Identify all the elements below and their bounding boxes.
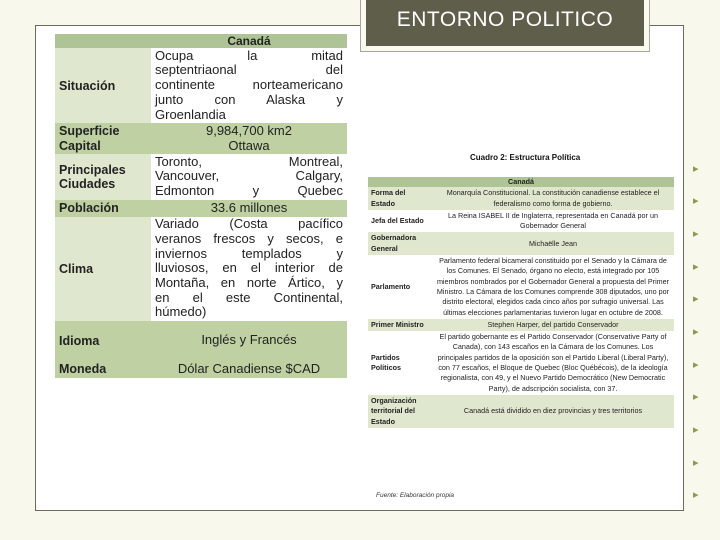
- row-label: Situación: [55, 48, 151, 123]
- table-row: [368, 395, 674, 428]
- row-value: Parlamento federal bicameral constituido por el Senado y la Cámara de los Comunes. El Senado, órgano no electo, está integrado por 105 miembros nombrados por el Gobernador General a propuesta del Primer Ministro. La Cámara de los Comunes comprende 308 diputados, uno por distrito electoral, elegidos cada cinco años por sufragio universal. Las últimas elecciones parlamentarias tuvieron lugar en octubre de 2008.: [432, 255, 674, 319]
- table-row: [55, 154, 347, 200]
- table-row: [55, 48, 347, 123]
- triangle-right-icon: ▸: [693, 326, 699, 338]
- table-header-row: [55, 34, 347, 48]
- triangle-right-icon: ▸: [693, 293, 699, 305]
- table-header-row: [368, 177, 674, 187]
- row-label: Capital: [55, 139, 151, 154]
- triangle-right-icon: ▸: [693, 457, 699, 469]
- triangle-right-icon: ▸: [693, 163, 699, 175]
- table-row: [55, 123, 347, 139]
- value-line: Groenlandia: [155, 106, 226, 122]
- table-row: [55, 139, 347, 154]
- row-value: Inglés y Francés: [151, 321, 347, 361]
- table-row: [55, 361, 347, 378]
- row-label: Partidos Políticos: [368, 331, 432, 395]
- row-label: Superficie: [55, 123, 151, 139]
- row-value: Stephen Harper, del partido Conservador: [432, 319, 674, 331]
- row-value: Monarquía Constitucional. La constitución canadiense establece el federalismo como forma de gobierno.: [432, 187, 674, 210]
- source-note: Fuente: Elaboración propia: [376, 492, 455, 499]
- value-line: veranos frescos y secos, e: [155, 230, 343, 246]
- title-box: [360, 0, 650, 52]
- triangle-right-icon: ▸: [693, 424, 699, 436]
- triangle-right-icon: ▸: [693, 261, 699, 273]
- canada-info-table: [55, 34, 347, 378]
- row-label: Organización territorial del Estado: [368, 395, 432, 428]
- row-label: Jefa del Estado: [368, 210, 432, 233]
- slide-title: ENTORNO POLITICO: [366, 0, 644, 46]
- value-line: septentriaonal del: [155, 62, 343, 78]
- triangle-right-icon: ▸: [693, 195, 699, 207]
- row-value: Michaëlle Jean: [432, 232, 674, 255]
- table-row: [368, 331, 674, 395]
- row-label: Clima: [55, 217, 151, 321]
- table-row: [368, 187, 674, 210]
- row-value: El partido gobernante es el Partido Conservador (Conservative Party of Canada), con 143 escaños en la Cámara de los Comunes. Los principales partidos de la oposición son el Partido Liberal (Liberal Party), con 77 escaños, el Bloque de Quebec (Bloc Québécois), de la ideología regionalista, con 49, y el Nuevo Partido Democrático (New Democratic Party), de adscripción socialista, con 37.: [432, 331, 674, 395]
- triangle-right-icon: ▸: [693, 489, 699, 501]
- table-row: [55, 217, 347, 321]
- table-row: [368, 210, 674, 233]
- row-label: Primer Ministro: [368, 319, 432, 331]
- triangle-right-icon: ▸: [693, 228, 699, 240]
- table-row: [368, 255, 674, 319]
- row-label: Forma del Estado: [368, 187, 432, 210]
- row-value: La Reina ISABEL II de Inglaterra, representada en Canadá por un Gobernador General: [432, 210, 674, 233]
- value-line: continente norteamericano: [155, 77, 343, 93]
- value-line: húmedo): [155, 304, 207, 320]
- table-row: [368, 319, 674, 331]
- value-line: Variado (Costa pacífico: [155, 216, 343, 232]
- doc-title: Cuadro 2: Estructura Política: [470, 153, 581, 162]
- row-value: 9,984,700 km2: [151, 123, 347, 139]
- value-line: junto con Alaska y: [155, 91, 343, 107]
- row-label: Moneda: [55, 361, 151, 378]
- political-structure-doc: [366, 150, 675, 501]
- value-line: Montaña, en norte Ártico, y: [155, 275, 343, 291]
- row-label: Gobernadora General: [368, 232, 432, 255]
- row-label: Principales Ciudades: [55, 154, 151, 200]
- row-value: Ottawa: [151, 139, 347, 154]
- table-row: [55, 321, 347, 361]
- row-label: Idioma: [55, 321, 151, 361]
- triangle-right-icon: ▸: [693, 391, 699, 403]
- value-line: Toronto, Montreal,: [155, 153, 343, 169]
- value-line: Edmonton y Quebec: [155, 183, 343, 199]
- value-line: en el este Continental,: [155, 289, 343, 305]
- triangle-right-icon: ▸: [693, 359, 699, 371]
- table-header: Canadá: [368, 177, 674, 187]
- row-value: [151, 154, 347, 200]
- row-value: 33.6 millones: [151, 200, 347, 217]
- table-row: [55, 200, 347, 217]
- table-header: Canadá: [151, 34, 347, 48]
- row-value: [151, 48, 347, 123]
- row-value: [151, 217, 347, 321]
- row-value: Dólar Canadiense $CAD: [151, 361, 347, 378]
- row-value: Canadá está dividido en diez provincias y tres territorios: [432, 395, 674, 428]
- row-label: Población: [55, 200, 151, 217]
- political-structure-table: [368, 177, 674, 428]
- row-label: Parlamento: [368, 255, 432, 319]
- value-line: inviernos templados y: [155, 245, 343, 261]
- value-line: lluviosos, en el interior de: [155, 260, 343, 276]
- value-line: Vancouver, Calgary,: [155, 168, 343, 184]
- table-row: [368, 232, 674, 255]
- value-line: Ocupa la mitad: [155, 47, 343, 63]
